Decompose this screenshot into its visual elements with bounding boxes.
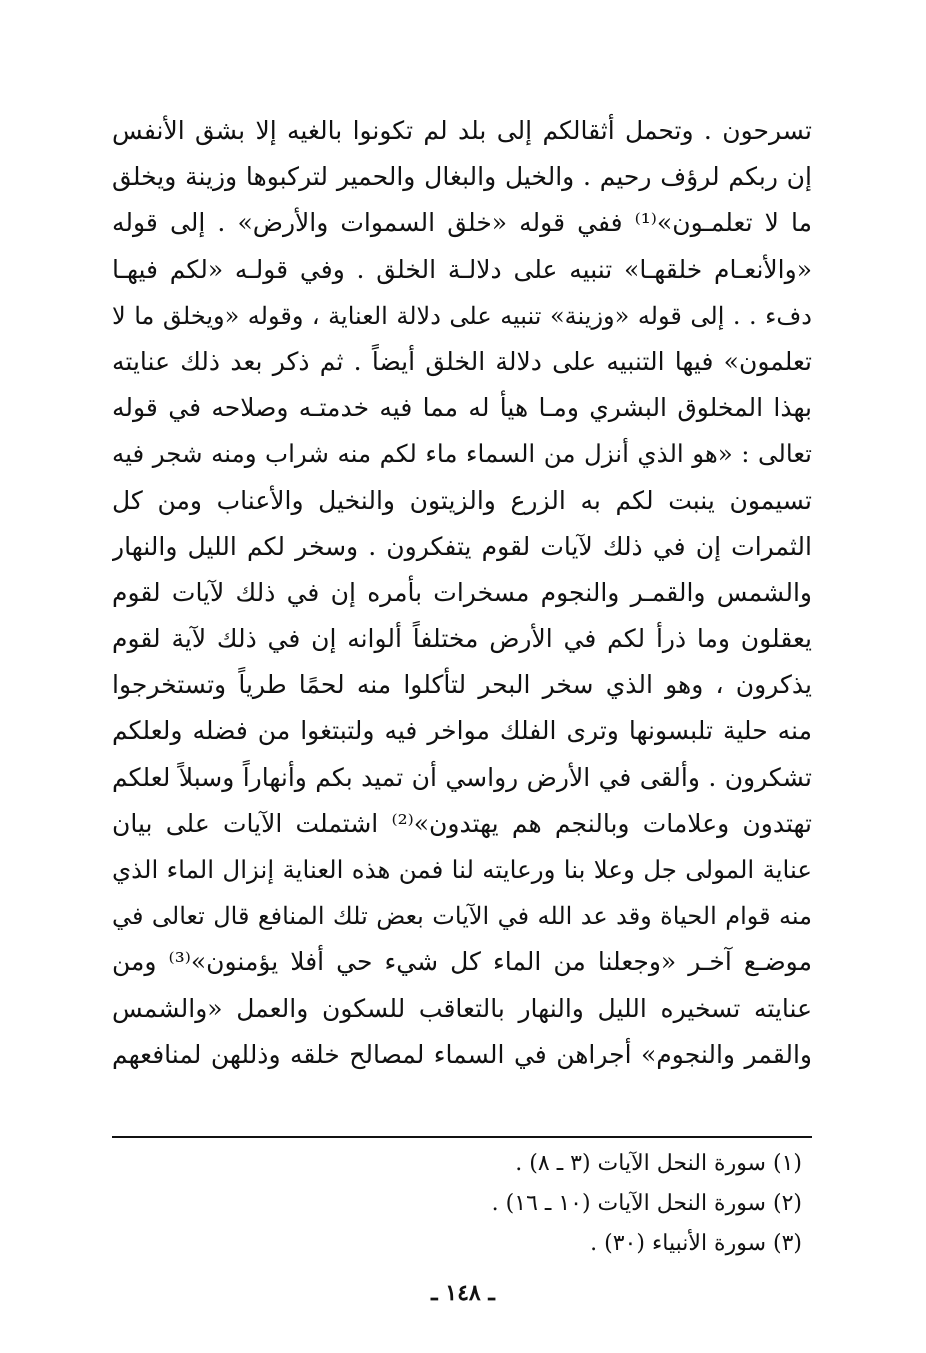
body-line: دفء . . إلى قوله «وزينة» تنبيه على دلالة العناية ، وقوله «ويخلق ما لا [112, 301, 812, 330]
body-line: ما لا تعلمـون»⁽¹⁾ ففي قوله «خلق السموات والأرض» . إلى قوله [112, 208, 812, 238]
body-line: يعقلون وما ذرأ لكم في الأرض مختلفاً ألوانه إن في ذلك لآية لقوم [112, 624, 812, 654]
body-line: الثمرات إن في ذلك لآيات لقوم يتفكرون . وسخر لكم الليل والنهار [112, 531, 812, 561]
body-line: تهتدون وعلامات وبالنجم هم يهتدون»⁽²⁾ اشتملت الآيات على بيان [112, 808, 812, 838]
page-number: ـ ١٤٨ ـ [431, 1280, 495, 1306]
body-line: تعلمون» فيها التنبيه على دلالة الخلق أيضاً . ثم ذكر بعد ذلك عنايته [112, 346, 812, 376]
body-line: منه حلية تلبسونها وترى الفلك مواخر فيه ولتبتغوا من فضله ولعلكم [112, 716, 812, 746]
footnote-item: (١) سورة النحل الآيات (٣ ـ ٨) . [515, 1151, 802, 1176]
body-line: تشكرون . وألقى في الأرض رواسي أن تميد بكم وأنهاراً وسبلاً لعلكم [112, 762, 812, 792]
body-line: موضـع آخـر «وجعلنا من الماء كل شيء حي أفلا يؤمنون»⁽³⁾ ومن [112, 947, 812, 977]
footnote-divider [112, 1136, 812, 1138]
body-text [112, 108, 812, 1078]
body-line: والشمس والقمـر والنجوم مسخرات بأمره إن في ذلك لآيات لقوم [112, 577, 812, 607]
body-line: تسيمون ينبت لكم به الزرع والزيتون والنخيل والأعناب ومن كل [112, 485, 812, 515]
footnote-item: (٢) سورة النحل الآيات (١٠ ـ ١٦) . [491, 1191, 802, 1216]
body-line: تعالى : «هو الذي أنزل من السماء ماء لكم منه شراب ومنه شجر فيه [112, 439, 812, 469]
footnote-item: (٣) سورة الأنبياء (٣٠) . [590, 1231, 802, 1256]
body-line: بهذا المخلوق البشري ومـا هيأ له مما فيه خدمتـه وصلاحه في قوله [112, 393, 812, 423]
body-line: والقمر والنجوم» أجراهن في السماء لمصالح خلقه وذللهن لمنافعهم [112, 1039, 812, 1069]
body-line: إن ربكم لرؤف رحيم . والخيل والبغال والحمير لتركبوها وزينة ويخلق [112, 162, 812, 192]
body-line: يذكرون ، وهو الذي سخر البحر لتأكلوا منه لحمًا طرياً وتستخرجوا [112, 670, 812, 700]
footnotes [112, 1144, 802, 1264]
body-line: عناية المولى جل وعلا بنا ورعايته لنا فمن هذه العناية إنزال الماء الذي [112, 855, 812, 884]
body-line: عنايته تسخيره الليل والنهار بالتعاقب للسكون والعمل «والشمس [112, 993, 812, 1023]
body-line: تسرحون . وتحمل أثقالكم إلى بلد لم تكونوا بالغيه إلا بشق الأنفس [112, 116, 812, 145]
body-line: منه قوام الحياة وقد عد الله في الآيات بعض تلك المنافع قال تعالى في [112, 902, 812, 931]
body-line: «والأنعـام خلقهـا» تنبيه على دلالـة الخلق . وفي قولـه «لكم فيهـا [112, 254, 812, 284]
